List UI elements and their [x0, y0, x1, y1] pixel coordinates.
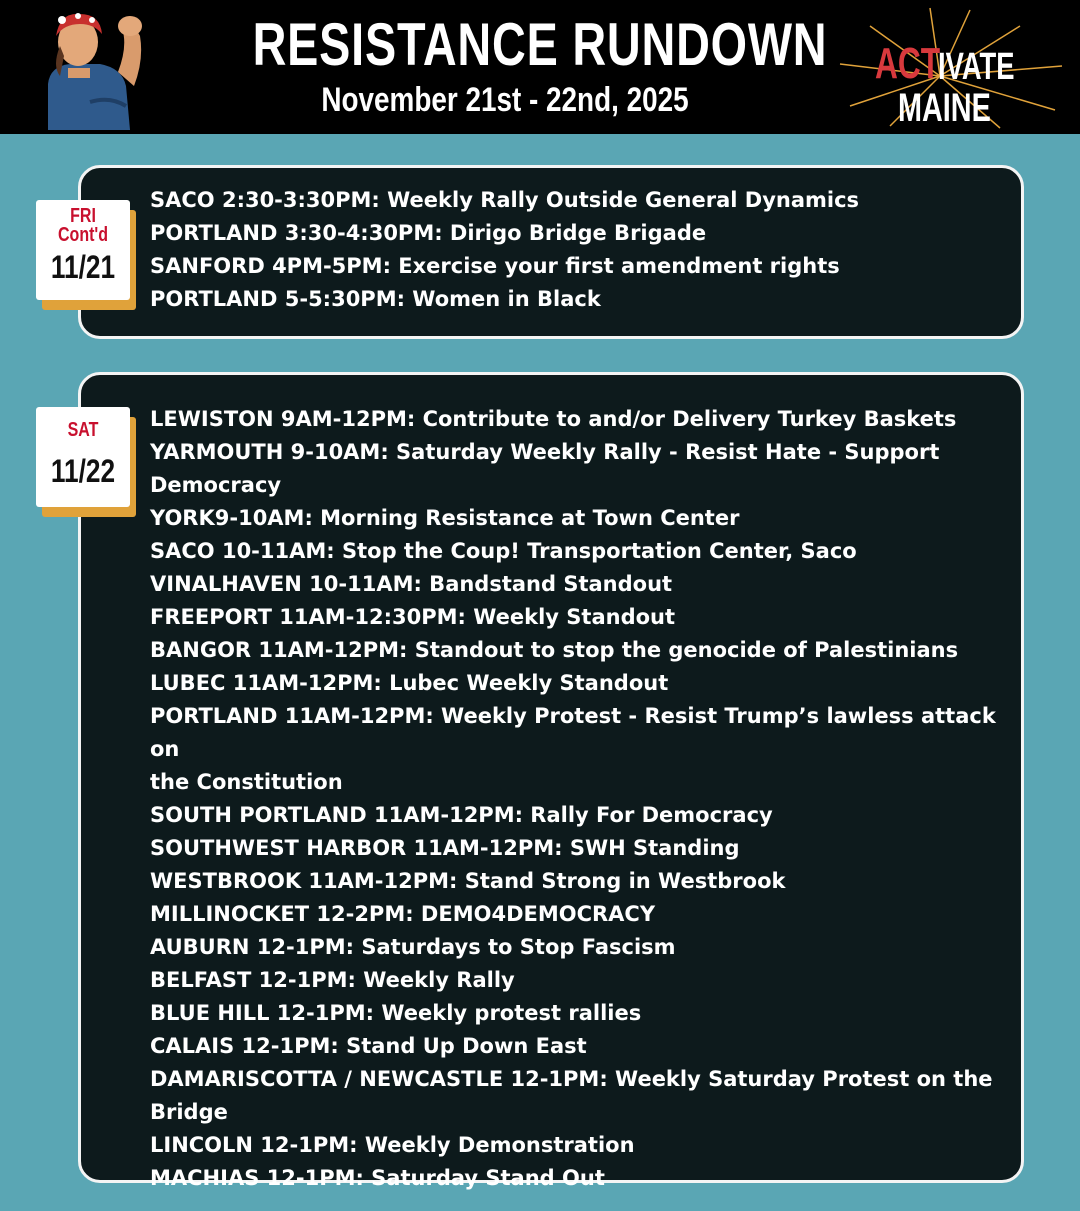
event-item: SOUTH PORTLAND 11AM-12PM: Rally For Democracy	[150, 803, 773, 827]
event-item: AUBURN 12-1PM: Saturdays to Stop Fascism	[150, 935, 676, 959]
event-item: the Constitution	[150, 770, 343, 794]
event-item: PORTLAND 11AM-12PM: Weekly Protest - Resist Trump’s lawless attack on	[150, 704, 996, 761]
event-item: BANGOR 11AM-12PM: Standout to stop the genocide of Palestinians	[150, 638, 959, 662]
event-item: SANFORD 4PM-5PM: Exercise your first amendment rights	[150, 254, 840, 278]
badge-day-label: FRI	[70, 205, 96, 227]
badge-day-sublabel: Cont'd	[57, 224, 108, 246]
page-title: RESISTANCE RUNDOWN	[252, 11, 828, 78]
event-item: WESTBROOK 11AM-12PM: Stand Strong in Westbrook	[150, 869, 786, 893]
saturday-date-badge	[36, 407, 130, 507]
logo-text-maine: MAINE	[898, 86, 991, 130]
event-item: LUBEC 11AM-12PM: Lubec Weekly Standout	[150, 671, 669, 695]
event-item: YORK9-10AM: Morning Resistance at Town Center	[150, 506, 740, 530]
event-item: YARMOUTH 9-10AM: Saturday Weekly Rally - Resist Hate - Support	[150, 440, 940, 464]
header-banner	[0, 0, 1080, 134]
event-item: PORTLAND 5-5:30PM: Women in Black	[150, 287, 601, 311]
badge-face	[36, 407, 130, 507]
badge-date: 11/21	[50, 249, 116, 285]
event-item: DAMARISCOTTA / NEWCASTLE 12-1PM: Weekly Saturday Protest on the	[150, 1067, 993, 1091]
event-item: Bridge	[150, 1100, 228, 1124]
event-item: BELFAST 12-1PM: Weekly Rally	[150, 968, 515, 992]
event-item: CALAIS 12-1PM: Stand Up Down East	[150, 1034, 587, 1058]
badge-face	[36, 200, 130, 300]
event-item: VINALHAVEN 10-11AM: Bandstand Standout	[150, 572, 673, 596]
logo-text-act: ACT	[875, 39, 941, 88]
logo-text-ivate: IVATE	[938, 46, 1015, 88]
activate-maine-logo	[830, 6, 1070, 130]
event-item: BLUE HILL 12-1PM: Weekly protest rallies	[150, 1001, 642, 1025]
event-item: SACO 10-11AM: Stop the Coup! Transportation Center, Saco	[150, 539, 857, 563]
date-range-subtitle: November 21st - 22nd, 2025	[321, 81, 689, 119]
friday-event-list	[150, 184, 1010, 316]
event-item: LEWISTON 9AM-12PM: Contribute to and/or Delivery Turkey Baskets	[150, 407, 957, 431]
event-item: PORTLAND 3:30-4:30PM: Dirigo Bridge Brigade	[150, 221, 707, 245]
event-item: LINCOLN 12-1PM: Weekly Demonstration	[150, 1133, 635, 1157]
event-item: MACHIAS 12-1PM: Saturday Stand Out	[150, 1166, 605, 1190]
saturday-event-list	[150, 403, 1010, 1195]
event-item: FREEPORT 11AM-12:30PM: Weekly Standout	[150, 605, 676, 629]
event-item: SOUTHWEST HARBOR 11AM-12PM: SWH Standing	[150, 836, 740, 860]
badge-date: 11/22	[50, 453, 116, 489]
event-item: SACO 2:30-3:30PM: Weekly Rally Outside General Dynamics	[150, 188, 860, 212]
event-item: MILLINOCKET 12-2PM: DEMO4DEMOCRACY	[150, 902, 656, 926]
friday-date-badge	[36, 200, 130, 300]
badge-day-label: SAT	[67, 419, 99, 441]
event-item: Democracy	[150, 473, 282, 497]
